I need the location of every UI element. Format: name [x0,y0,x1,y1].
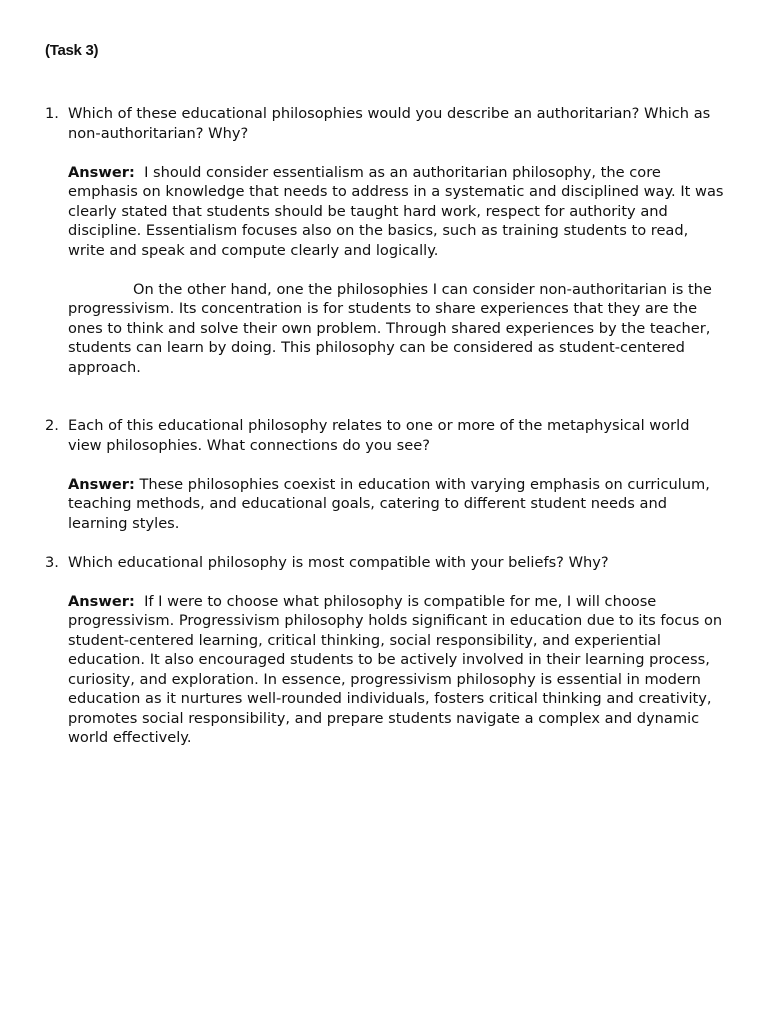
answer-label: Answer: [68,163,135,181]
answer-label: Answer: [68,475,135,493]
answer-continued-paragraph: On the other hand, one the philosophies I can consider non-authoritarian is the progressivism. Its concentration is for students to share experiences that they are the ones to think and solve their own problem. Through shared experiences by the teacher, students can learn by doing. This philosophy can be considered as student-centered approach. [68,280,712,376]
question-number: 1. [45,105,59,122]
answer-paragraph [68,475,725,534]
answer-text: I should consider essentialism as an authoritarian philosophy, the core emphasis on knowledge that needs to address in a systematic and disciplined way. It was clearly stated that students should be taught hard work, respect for authority and discipline. Essentialism focuses also on the basics, such as training students to read, write and speak and compute clearly and logically. [68,163,724,259]
question-text: Which educational philosophy is most compatible with your beliefs? Why? [68,553,609,571]
question-item-1 [45,104,725,377]
answer-paragraph [68,163,725,261]
question-text: Each of this educational philosophy relates to one or more of the metaphysical world view philosophies. What connections do you see? [68,417,690,454]
answer-text: If I were to choose what philosophy is compatible for me, I will choose progressivism. Progressivism philosophy holds significant in education due to its focus on student-centered learning, critical thinking, social responsibility, and experiential education. It also encouraged students to be actively involved in their learning process, curiosity, and exploration. In essence, progressivism philosophy is essential in modern education as it nurtures well-rounded individuals, fosters critical thinking and creativity, promotes social responsibility, and prepare students navigate a complex and dynamic world effectively. [68,592,723,746]
question-item-3 [45,553,725,748]
answer-label: Answer: [68,592,135,610]
answer-paragraph [68,592,725,748]
question-list [45,104,725,748]
answer-text: These philosophies coexist in education with varying emphasis on curriculum, teaching methods, and educational goals, catering to different student needs and learning styles. [68,475,710,532]
question-text: Which of these educational philosophies would you describe an authoritarian? Which as non-authoritarian? Why? [68,105,711,142]
document-title: (Task 3) [45,42,99,59]
question-number: 2. [45,417,59,434]
question-item-2 [45,416,725,533]
question-number: 3. [45,553,59,571]
